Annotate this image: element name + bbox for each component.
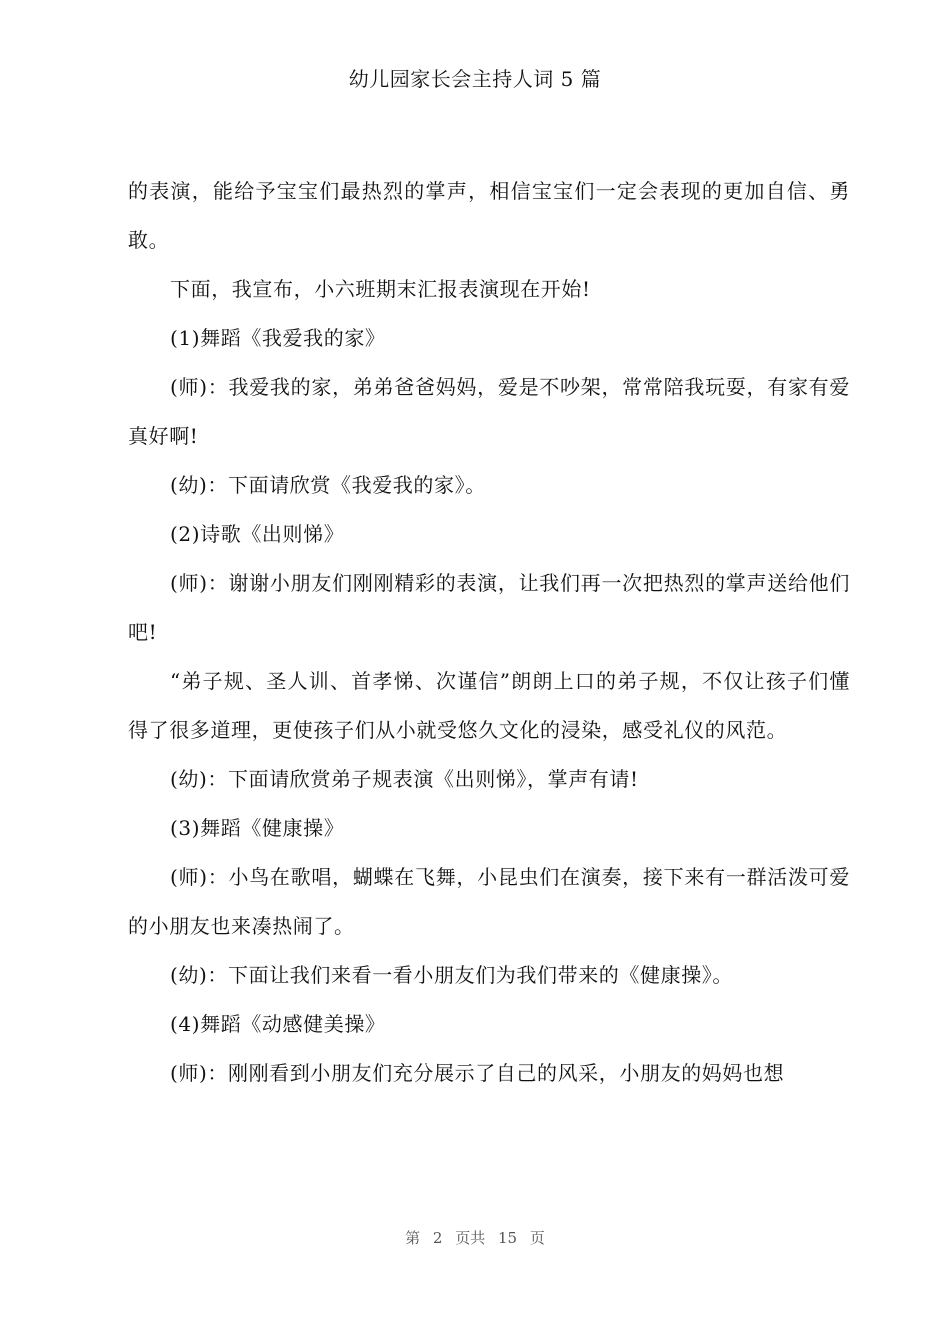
document-body [128, 167, 850, 1098]
page-number: 第 2 页共 15 页 [405, 1229, 545, 1247]
section-heading: (4)舞蹈《动感健美操》 [170, 1012, 386, 1036]
paragraph: (师)：刚刚看到小朋友们充分展示了自己的风采，小朋友的妈妈也想 [170, 1061, 785, 1085]
paragraph: (幼)：下面请欣赏《我爱我的家》。 [170, 473, 486, 497]
section-heading: (2)诗歌《出则悌》 [170, 522, 345, 546]
section-heading: (3)舞蹈《健康操》 [170, 816, 345, 840]
paragraph: 的表演，能给予宝宝们最热烈的掌声，相信宝宝们一定会表现的更加自信、勇敢。 [128, 179, 850, 252]
paragraph: (师)：谢谢小朋友们刚刚精彩的表演，让我们再一次把热烈的掌声送给他们吧! [128, 571, 850, 644]
paragraph: (师)：小鸟在歌唱，蝴蝶在飞舞，小昆虫们在演奏，接下来有一群活泼可爱的小朋友也来凑热闹了。 [128, 865, 850, 938]
document-title: 幼儿园家长会主持人词 5 篇 [348, 67, 602, 91]
section-heading: (1)舞蹈《我爱我的家》 [170, 326, 386, 350]
paragraph: (幼)：下面让我们来看一看小朋友们为我们带来的《健康操》。 [170, 963, 734, 987]
paragraph: 下面，我宣布，小六班期末汇报表演现在开始! [170, 277, 591, 301]
paragraph: “弟子规、圣人训、首孝悌、次谨信”朗朗上口的弟子规，不仅让孩子们懂得了很多道理，更使孩子们从小就受悠久文化的浸染，感受礼仪的风范。 [128, 669, 850, 742]
paragraph: (幼)：下面请欣赏弟子规表演《出则悌》，掌声有请! [170, 767, 639, 791]
paragraph: (师)：我爱我的家，弟弟爸爸妈妈，爱是不吵架，常常陪我玩耍，有家有爱真好啊! [128, 375, 850, 448]
